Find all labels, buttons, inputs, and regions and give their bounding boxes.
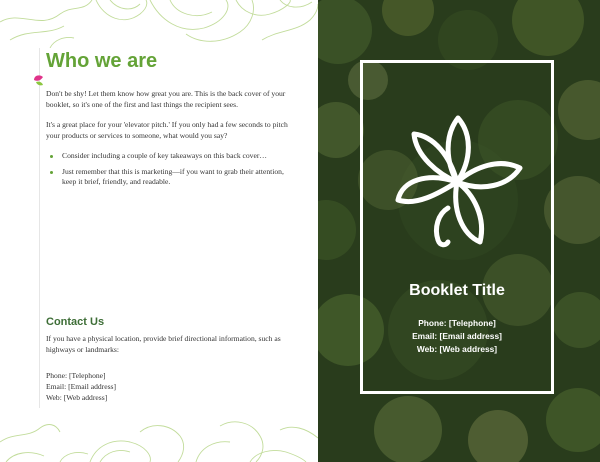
- takeaway-list: [46, 151, 292, 193]
- front-phone-line: Phone: [Telephone]: [418, 318, 496, 328]
- list-item: [46, 167, 292, 188]
- list-item-text: Just remember that this is marketing—if you want to grab their attention, keep it brief, friendly, and readable.: [62, 166, 284, 187]
- plumeria-flower-logo-icon: [388, 110, 526, 250]
- list-item-text: Consider including a couple of key takeaways on this back cover…: [62, 151, 267, 160]
- margin-rule: [39, 48, 40, 408]
- back-cover-heading: Who we are: [46, 50, 158, 72]
- contact-heading: Contact Us: [46, 316, 105, 328]
- bullet-dot-icon: [50, 155, 53, 158]
- pink-petal-icon: [31, 72, 47, 88]
- front-web-line: Web: [Web address]: [416, 344, 498, 354]
- front-email-line: Email: [Email address]: [412, 331, 502, 341]
- back-web-line: Web: [Web address]: [46, 393, 108, 403]
- location-paragraph: If you have a physical location, provide brief directional information, such as highways or landmarks:: [46, 334, 281, 354]
- back-phone-line: Phone: [Telephone]: [46, 371, 106, 380]
- front-contact-block: [360, 317, 554, 356]
- back-contact-block: [46, 370, 116, 404]
- bullet-dot-icon: [50, 171, 53, 174]
- list-item: [46, 151, 292, 162]
- back-email-line: Email: [Email address]: [46, 382, 117, 392]
- cover-title: Booklet Title: [409, 282, 505, 299]
- pitch-paragraph: It's a great place for your 'elevator pitch.' If you only had a few seconds to pitch your products or services to someone, what would you say?: [46, 120, 288, 140]
- floral-line-art-bottom: [0, 412, 318, 462]
- floral-line-art-top: [0, 0, 318, 48]
- intro-paragraph: Don't be shy! Let them know how great you are. This is the back cover of your booklet, so it's one of the first and last things the recipient sees.: [46, 89, 286, 109]
- front-cover-panel: [318, 0, 600, 462]
